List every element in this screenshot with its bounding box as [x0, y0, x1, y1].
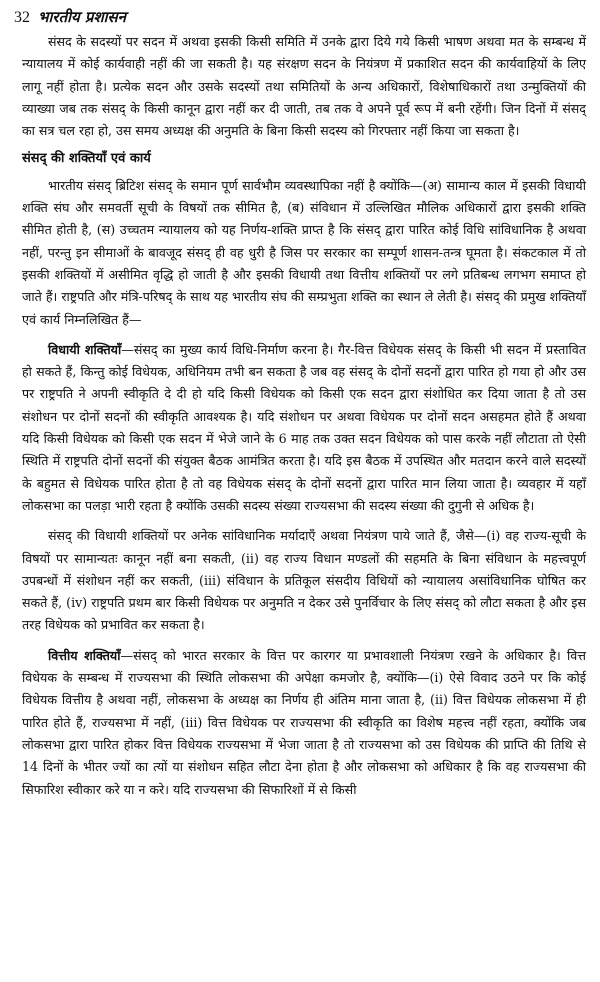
page-number: 32 [14, 9, 30, 26]
limits-paragraph: संसद् की विधायी शक्तियों पर अनेक सांविधानिक मर्यादाएँ अथवा नियंत्रण पाये जाते हैं, जैसे—(i) वह राज्य-सूची के विषयों पर सामान्यतः कानून नहीं बना सकती, (ii) वह राज्य विधान मण्डलों की सहमति के बिना संविधान के महत्त्वपूर्ण उपबन्धों में संशोधन नहीं कर सकती, (iii) संविधान के प्रतिकूल संसदीय विधियों को न्यायालय असांविधानिक घोषित कर सकते हैं, (iv) राष्ट्रपति प्रथम बार किसी विधेयक पर अनुमति न देकर उसे पुनर्विचार के लिए संसद् को लौटा सकता है और इस तरह विधेयक को प्रभावित कर सकता है। [22, 528, 586, 633]
financial-powers-paragraph [22, 645, 586, 801]
privileges-paragraph: संसद के सदस्यों पर सदन में अथवा इसकी किसी समिति में उनके द्वारा दिये गये किसी भाषण अथवा मत के सम्बन्ध में न्यायालय में कोई कार्यवाही नहीं की जा सकती है। यह संरक्षण सदन के नियंत्रण में प्रकाशित सदन की कार्यवाहियों के लिए लागू नहीं होता है। प्रत्येक सदन और उसके सदस्यों तथा समितियों के अन्य अधिकारों, विशेषाधिकारों तथा उन्मुक्तियों की व्याख्या जब तक संसद् के किसी कानून द्वारा नहीं कर दी जाती, तब तक वे अपने पूर्व रूप में बनी रहेंगी। जिन दिनों में संसद् का सत्र चल रहा हो, उस समय अध्यक्ष की अनुमति के बिना किसी सदस्य को गिरफ्तार नहीं किया जा सकता है। [22, 34, 586, 139]
section-heading: संसद् की शक्तियाँ एवं कार्य [22, 151, 151, 167]
legislative-powers-paragraph [22, 339, 586, 517]
legislative-powers-label: विधायी शक्तियाँ [48, 341, 122, 357]
financial-powers-label: वित्तीय शक्तियाँ [48, 647, 121, 663]
running-head [14, 6, 586, 29]
intro-paragraph: भारतीय संसद् ब्रिटिश संसद् के समान पूर्ण सार्वभौम व्यवस्थापिका नहीं है क्योंकि—(अ) सामान्य काल में इसकी विधायी शक्ति संघ और समवर्ती सूची के विषयों तक सीमित है, (ब) संविधान में उल्लिखित मौलिक अधिकारों द्वारा इसकी शक्ति सीमित होती है, (स) उच्चतम न्यायालय को यह निर्णय-शक्ति प्राप्त है कि संसद् द्वारा पारित कोई विधि सांविधानिक है अथवा नहीं, परन्तु इन सीमाओं के बावजूद संसद् ही वह धुरी है जिस पर सरकार का सम्पूर्ण शासन-तन्त्र घूमता है। संकटकाल में तो इसकी शक्तियों में असीमित वृद्धि हो जाती है और इसकी विधायी तथा वित्तीय शक्तियों पर लगे प्रतिबन्ध लगभग समाप्त हो जाते हैं। राष्ट्रपति और मंत्रि-परिषद् के साथ यह भारतीय संघ की सम्प्रभुता शक्ति का स्थान ले लेती है। संसद् की प्रमुख शक्तियाँ एवं कार्य निम्नलिखित हैं— [22, 177, 586, 327]
financial-powers-text: —संसद् को भारत सरकार के वित्त पर कारगर या प्रभावशाली नियंत्रण रखने के अधिकार है। वित्त विधेयक के सम्बन्ध में राज्यसभा की स्थिति लोकसभा की अपेक्षा कमजोर है, क्योंकि—(i) ऐसे विवाद उठने पर कि कोई विधेयक वित्तीय है अथवा नहीं, लोकसभा के अध्यक्ष का निर्णय ही अंतिम माना जाता है, (ii) वित्त विधेयक लोकसभा में ही पारित होते हैं, राज्यसभा में नहीं, (iii) वित्त विधेयक पर राज्यसभा की स्वीकृति का विशेष महत्त्व नहीं रहता, क्योंकि जब लोकसभा द्वारा पारित होकर वित्त विधेयक राज्यसभा में भेजा जाता है तो राज्यसभा को उस विधेयक की प्राप्ति की तिथि से 14 दिनों के भीतर ज्यों का त्यों या संशोधन सहित लौटा देना होता है और लोकसभा को अधिकार है कि वह राज्यसभा की सिफारिश स्वीकार करे या न करे। यदि राज्यसभा की सिफारिशों में से किसी [22, 647, 586, 797]
book-title: भारतीय प्रशासन [38, 8, 127, 26]
legislative-powers-text: —संसद् का मुख्य कार्य विधि-निर्माण करना है। गैर-वित्त विधेयक संसद् के किसी भी सदन में प्रस्तावित हो सकते हैं, किन्तु कोई विधेयक, अधिनियम तभी बन सकता है जब वह संसद् के दोनों सदनों द्वारा पारित हो गया हो और उस पर राष्ट्रपति ने अपनी स्वीकृति दे दी हो यदि किसी विधेयक को किसी एक सदन द्वारा संशोधित कर दिया जाता है तो उस संशोधन पर दोनों सदनों की स्वीकृति आवश्यक है। यदि संशोधन पर अथवा विधेयक पर दोनों सदन असहमत होते हैं अथवा यदि किसी विधेयक को किसी एक सदन में भेजे जाने के 6 माह तक उक्त सदन विधेयक को पास करके नहीं लौटाता तो ऐसी स्थिति में राष्ट्रपति दोनों सदनों की संयुक्त बैठक आमंत्रित करता है। यदि इस बैठक में उपस्थित और मतदान करने वाले सदस्यों के बहुमत से विधेयक पारित होता है तो वह विधेयक संसद् के दोनों सदनों द्वारा पारित मान लिया जाता है। व्यवहार में यहाँ लोकसभा का पलड़ा भारी रहता है क्योंकि उसकी सदस्य संख्या राज्यसभा की सदस्य संख्या की दुगुनी से अधिक है। [22, 341, 586, 513]
